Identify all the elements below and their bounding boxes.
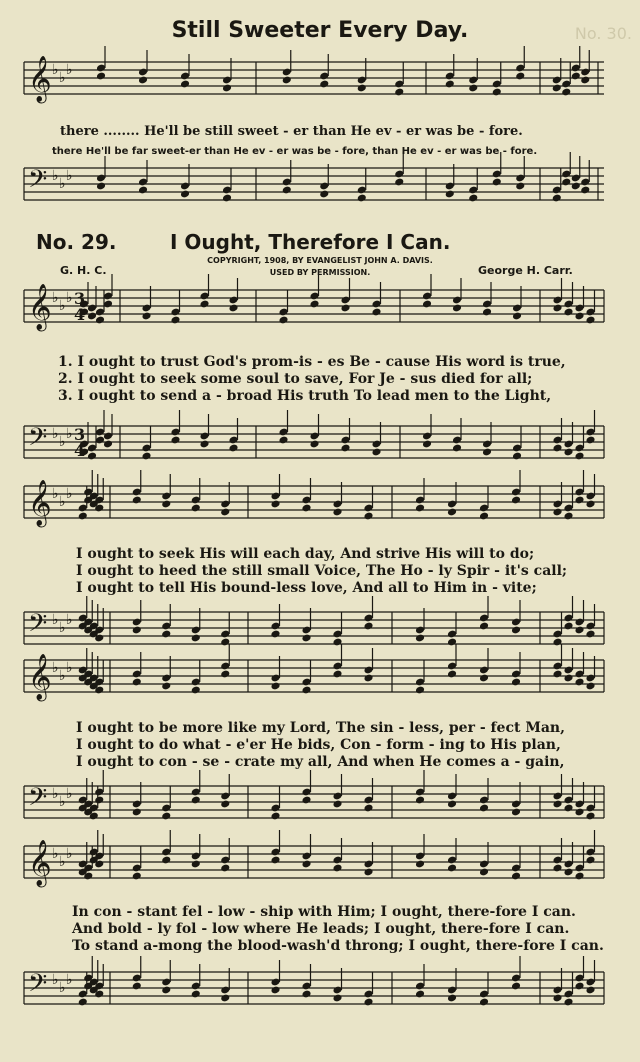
- lyric-s1-v3: 3. I ought to send a - broad His truth To lead men to the Light,: [58, 388, 552, 404]
- note-head: [479, 674, 489, 683]
- note-head: [191, 634, 201, 643]
- flat-sign: ♭: [59, 620, 66, 636]
- note-head: [278, 316, 288, 325]
- note-head: [415, 504, 425, 513]
- note-head: [563, 512, 573, 521]
- note-head: [371, 448, 381, 457]
- note-head: [199, 440, 209, 449]
- flat-sign: ♭: [66, 426, 73, 442]
- note-head: [511, 626, 521, 635]
- note-head: [170, 316, 180, 325]
- note-head: [574, 312, 584, 321]
- time-signature-bass: 3: [74, 425, 86, 444]
- note-head: [161, 856, 171, 865]
- note-head: [585, 500, 595, 509]
- note-head: [191, 860, 201, 869]
- note-head: [363, 512, 373, 521]
- note-head: [561, 88, 571, 97]
- flat-sign: ♭: [59, 668, 66, 684]
- note-head: [332, 800, 342, 809]
- note-head: [363, 622, 373, 631]
- note-head: [161, 812, 171, 821]
- note-head: [574, 872, 584, 881]
- time-signature-treble: 3: [74, 289, 86, 308]
- note-head: [585, 986, 595, 995]
- lyric-s3-v2: I ought to do what - e'er He bids, Con - form - ing to His plan,: [76, 737, 561, 753]
- note-head: [141, 452, 151, 461]
- flat-sign: ♭: [52, 846, 59, 862]
- note-head: [319, 80, 329, 89]
- note-head: [415, 990, 425, 999]
- note-head: [340, 444, 350, 453]
- top-lyric-line-2: there He'll be far sweet-er than He ev - er was be - fore, than He ev - er was be - fore.: [52, 146, 538, 157]
- top-hymn-title: Still Sweeter Every Day.: [171, 18, 469, 43]
- note-head: [563, 448, 573, 457]
- note-head: [574, 452, 584, 461]
- note-head: [87, 312, 97, 321]
- note-head: [132, 872, 142, 881]
- note-head: [301, 796, 311, 805]
- note-head: [512, 312, 522, 321]
- lyric-s4-v2: And bold - ly fol - low where He leads; I ought, there-fore I can.: [72, 921, 570, 937]
- note-head: [363, 804, 373, 813]
- note-head: [585, 856, 595, 865]
- note-head: [170, 436, 180, 445]
- lyric-s4-v1: In con - stant fel - low - ship with Him; I ought, there-fore I can.: [72, 904, 576, 920]
- note-head: [580, 76, 590, 85]
- flat-sign: ♭: [66, 846, 73, 862]
- flat-sign: ♭: [59, 176, 66, 192]
- note-head: [309, 440, 319, 449]
- lyric-s2-v1: I ought to seek His will each day, And strive His will to do;: [76, 546, 535, 562]
- note-head: [492, 88, 502, 97]
- note-head: [415, 634, 425, 643]
- note-head: [574, 678, 584, 687]
- note-head: [270, 630, 280, 639]
- lyric-s3-v1: I ought to be more like my Lord, The sin - less, per - fect Man,: [76, 720, 565, 736]
- note-head: [270, 500, 280, 509]
- note-head: [309, 300, 319, 309]
- note-head: [270, 986, 280, 995]
- flat-sign: ♭: [59, 494, 66, 510]
- note-head: [511, 808, 521, 817]
- note-head: [447, 670, 457, 679]
- note-head: [479, 868, 489, 877]
- note-head: [94, 796, 104, 805]
- composer-credit: George H. Carr.: [478, 264, 573, 277]
- note-head: [220, 670, 230, 679]
- lyricist-credit: G. H. C.: [60, 264, 107, 277]
- flat-sign: ♭: [52, 660, 59, 676]
- note-head: [415, 796, 425, 805]
- note-head: [574, 626, 584, 635]
- flat-sign: ♭: [52, 612, 59, 628]
- note-head: [571, 72, 581, 81]
- note-head: [138, 186, 148, 195]
- copyright-line-2: USED BY PERMISSION.: [269, 268, 371, 277]
- hymn-title: I Ought, Therefore I Can.: [170, 230, 451, 254]
- note-head: [371, 308, 381, 317]
- note-head: [301, 504, 311, 513]
- note-head: [552, 304, 562, 313]
- note-head: [191, 504, 201, 513]
- note-head: [552, 800, 562, 809]
- note-head: [552, 508, 562, 517]
- note-head: [552, 194, 562, 203]
- note-head: [132, 808, 142, 817]
- note-head: [95, 316, 105, 325]
- note-head: [585, 812, 595, 821]
- note-head: [585, 436, 595, 445]
- note-head: [552, 84, 562, 93]
- note-head: [511, 678, 521, 687]
- note-head: [180, 80, 190, 89]
- treble-clef: 𝄞: [28, 284, 52, 330]
- note-head: [222, 84, 232, 93]
- note-head: [161, 500, 171, 509]
- bleed-through-text: No. 30.: [574, 24, 632, 43]
- note-head: [468, 84, 478, 93]
- note-head: [492, 178, 502, 187]
- note-head: [78, 998, 88, 1007]
- note-head: [270, 856, 280, 865]
- flat-sign: ♭: [66, 486, 73, 502]
- bass-clef: 𝄢: [28, 609, 48, 644]
- note-head: [447, 508, 457, 517]
- note-head: [301, 860, 311, 869]
- note-head: [574, 496, 584, 505]
- flat-sign: ♭: [66, 786, 73, 802]
- note-head: [220, 864, 230, 873]
- treble-clef: 𝄞: [28, 56, 52, 102]
- lyric-s2-v3: I ought to tell His bound-less love, And all to Him in - vite;: [76, 580, 537, 596]
- note-head: [512, 452, 522, 461]
- flat-sign: ♭: [59, 980, 66, 996]
- flat-sign: ♭: [52, 972, 59, 988]
- note-head: [482, 448, 492, 457]
- note-head: [301, 686, 311, 695]
- note-head: [585, 682, 595, 691]
- note-head: [571, 182, 581, 191]
- note-head: [220, 994, 230, 1003]
- flat-sign: ♭: [52, 486, 59, 502]
- flat-sign: ♭: [66, 660, 73, 676]
- lyric-s1-v1: 1. I ought to trust God's prom-is - es Be - cause His word is true,: [58, 354, 566, 370]
- note-head: [228, 444, 238, 453]
- note-head: [511, 872, 521, 881]
- note-head: [552, 444, 562, 453]
- note-head: [132, 626, 142, 635]
- note-head: [87, 452, 97, 461]
- bass-clef: 𝄢: [28, 423, 48, 458]
- bass-clef: 𝄢: [28, 165, 48, 200]
- note-head: [270, 812, 280, 821]
- flat-sign: ♭: [59, 854, 66, 870]
- note-head: [552, 864, 562, 873]
- note-head: [222, 194, 232, 203]
- note-head: [332, 864, 342, 873]
- note-head: [511, 496, 521, 505]
- note-head: [96, 182, 106, 191]
- lyric-s3-v3: I ought to con - se - crate my all, And when He comes a - gain,: [76, 754, 565, 770]
- note-head: [563, 308, 573, 317]
- note-head: [103, 440, 113, 449]
- note-head: [357, 194, 367, 203]
- note-head: [445, 80, 455, 89]
- note-head: [319, 190, 329, 199]
- hymn-number: No. 29.: [36, 230, 117, 254]
- flat-sign: ♭: [59, 794, 66, 810]
- treble-clef: 𝄞: [28, 840, 52, 886]
- flat-sign: ♭: [52, 426, 59, 442]
- lyric-s4-v3: To stand a-mong the blood-wash'd throng; I ought, there-fore I can.: [72, 938, 604, 954]
- flat-sign: ♭: [59, 434, 66, 450]
- bass-clef: 𝄢: [28, 969, 48, 1004]
- note-head: [580, 186, 590, 195]
- note-head: [479, 512, 489, 521]
- note-head: [482, 308, 492, 317]
- flat-sign: ♭: [66, 62, 73, 78]
- note-head: [447, 994, 457, 1003]
- note-head: [479, 998, 489, 1007]
- note-head: [132, 982, 142, 991]
- note-head: [270, 682, 280, 691]
- flat-sign: ♭: [66, 972, 73, 988]
- note-head: [282, 186, 292, 195]
- time-signature-bass: 4: [74, 441, 86, 460]
- note-head: [141, 312, 151, 321]
- note-head: [78, 512, 88, 521]
- note-head: [363, 674, 373, 683]
- note-head: [228, 304, 238, 313]
- note-head: [563, 868, 573, 877]
- note-head: [511, 982, 521, 991]
- time-signature-treble: 4: [74, 305, 86, 324]
- lyric-s2-v2: I ought to heed the still small Voice, The Ho - ly Spir - it's call;: [76, 563, 568, 579]
- note-head: [199, 300, 209, 309]
- note-head: [415, 860, 425, 869]
- flat-sign: ♭: [52, 168, 59, 184]
- note-head: [332, 670, 342, 679]
- note-head: [132, 496, 142, 505]
- note-head: [563, 674, 573, 683]
- note-head: [563, 998, 573, 1007]
- note-head: [161, 986, 171, 995]
- flat-sign: ♭: [66, 612, 73, 628]
- top-lyric-line-1: there ........ He'll be still sweet - er than He ev - er was be - fore.: [60, 124, 523, 139]
- treble-clef: 𝄞: [28, 480, 52, 526]
- note-head: [301, 990, 311, 999]
- note-head: [552, 670, 562, 679]
- note-head: [191, 796, 201, 805]
- note-head: [332, 508, 342, 517]
- note-head: [180, 190, 190, 199]
- note-head: [452, 304, 462, 313]
- note-head: [515, 182, 525, 191]
- note-head: [191, 686, 201, 695]
- note-head: [332, 994, 342, 1003]
- flat-sign: ♭: [59, 298, 66, 314]
- note-head: [422, 440, 432, 449]
- note-head: [220, 800, 230, 809]
- treble-clef: 𝄞: [28, 654, 52, 700]
- note-head: [479, 622, 489, 631]
- note-head: [563, 804, 573, 813]
- note-head: [191, 990, 201, 999]
- lyric-s1-v2: 2. I ought to seek some soul to save, For Je - sus died for all;: [58, 371, 533, 387]
- note-head: [452, 444, 462, 453]
- note-head: [357, 84, 367, 93]
- bass-clef: 𝄢: [28, 783, 48, 818]
- note-head: [574, 982, 584, 991]
- note-head: [585, 316, 595, 325]
- note-head: [415, 686, 425, 695]
- note-head: [220, 508, 230, 517]
- note-head: [340, 304, 350, 313]
- flat-sign: ♭: [66, 290, 73, 306]
- note-head: [161, 630, 171, 639]
- note-head: [422, 300, 432, 309]
- note-head: [282, 76, 292, 85]
- note-head: [301, 634, 311, 643]
- note-head: [468, 194, 478, 203]
- note-head: [138, 76, 148, 85]
- note-head: [447, 800, 457, 809]
- note-head: [161, 682, 171, 691]
- note-head: [394, 88, 404, 97]
- flat-sign: ♭: [52, 786, 59, 802]
- note-head: [447, 864, 457, 873]
- note-head: [445, 190, 455, 199]
- note-head: [363, 868, 373, 877]
- note-head: [479, 804, 489, 813]
- note-head: [278, 436, 288, 445]
- note-head: [563, 622, 573, 631]
- note-head: [96, 72, 106, 81]
- note-head: [552, 994, 562, 1003]
- flat-sign: ♭: [66, 168, 73, 184]
- flat-sign: ♭: [52, 62, 59, 78]
- flat-sign: ♭: [59, 70, 66, 86]
- note-head: [561, 178, 571, 187]
- note-head: [394, 178, 404, 187]
- flat-sign: ♭: [52, 290, 59, 306]
- note-head: [132, 678, 142, 687]
- note-head: [515, 72, 525, 81]
- note-head: [585, 630, 595, 639]
- note-head: [363, 998, 373, 1007]
- note-head: [574, 808, 584, 817]
- copyright-line-1: COPYRIGHT, 1908, BY EVANGELIST JOHN A. DAVIS.: [207, 256, 433, 265]
